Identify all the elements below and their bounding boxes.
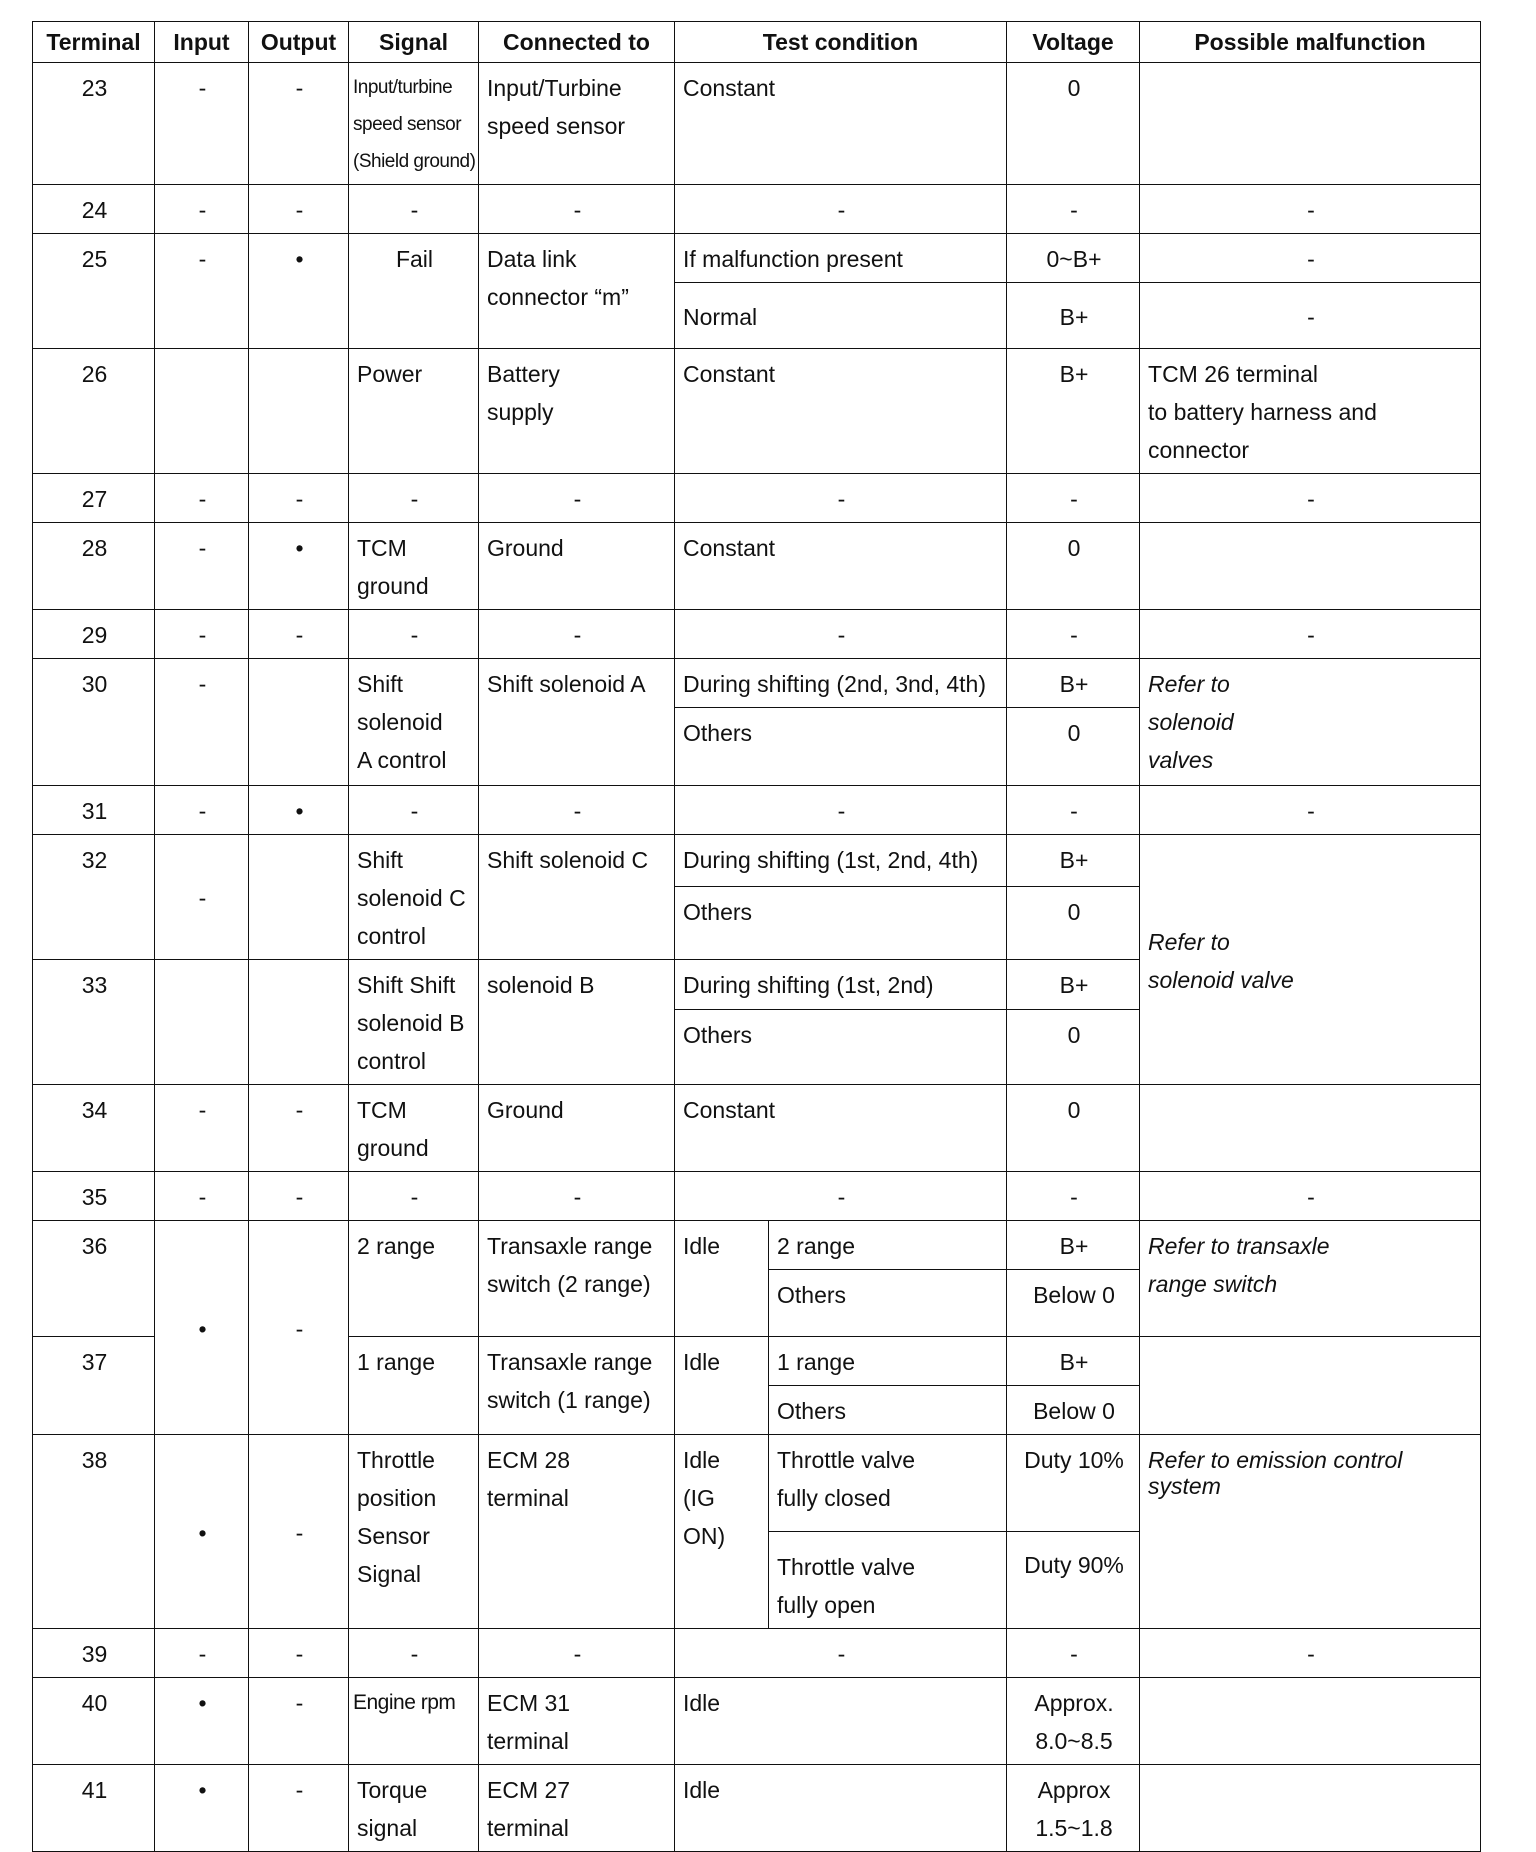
voltage-cell: 0 [1007,708,1140,786]
voltage-cell: 0 [1007,523,1140,610]
input-cell [155,349,249,474]
malfunction-cell: - [1140,474,1481,523]
test-cell: - [675,1172,1007,1221]
table-row [33,474,1481,523]
connected-cell: Ground [479,1085,675,1172]
voltage-cell: B+ [1007,835,1140,887]
terminal-cell: 29 [33,610,155,659]
voltage-cell: B+ [1007,349,1140,474]
output-cell: - [249,1435,349,1629]
table-row [33,234,1481,283]
output-cell: • [249,523,349,610]
table-row [33,659,1481,708]
table-row [33,1629,1481,1678]
connected-cell: ECM 31 terminal [479,1678,675,1765]
test-cell: If malfunction present [675,234,1007,283]
test-cell: During shifting (1st, 2nd, 4th) [675,835,1007,887]
output-cell: - [249,610,349,659]
header-signal: Signal [349,22,479,63]
test-cell: Constant [675,63,1007,185]
voltage-cell: 0 [1007,886,1140,959]
output-cell: - [249,1629,349,1678]
signal-cell: - [349,474,479,523]
terminal-cell: 25 [33,234,155,349]
output-cell [249,960,349,1085]
signal-cell: Power [349,349,479,474]
voltage-cell: - [1007,610,1140,659]
signal-cell: Fail [349,234,479,349]
connected-cell: - [479,786,675,835]
header-output: Output [249,22,349,63]
terminal-cell: 26 [33,349,155,474]
malfunction-cell: Refer to transaxle range switch [1140,1221,1481,1337]
voltage-cell: B+ [1007,1221,1140,1270]
signal-cell: - [349,786,479,835]
header-possible-malfunction: Possible malfunction [1140,22,1481,63]
output-cell: - [249,63,349,185]
terminal-cell: 38 [33,1435,155,1629]
input-cell: - [155,659,249,786]
header-input: Input [155,22,249,63]
condition-cell: Idle [675,1221,769,1337]
terminal-cell: 23 [33,63,155,185]
terminal-cell: 36 [33,1221,155,1337]
subcondition-cell: Others [769,1270,1007,1337]
output-cell: - [249,1765,349,1852]
input-cell: - [155,185,249,234]
signal-cell: Throttle position Sensor Signal [349,1435,479,1629]
input-cell [155,960,249,1085]
table-row [33,1765,1481,1852]
connected-cell: - [479,1172,675,1221]
terminal-cell: 34 [33,1085,155,1172]
connected-cell: Battery supply [479,349,675,474]
test-cell: - [675,185,1007,234]
terminal-cell: 28 [33,523,155,610]
output-cell: • [249,786,349,835]
malfunction-cell [1140,523,1481,610]
signal-cell: Shift solenoid A control [349,659,479,786]
connected-cell: - [479,610,675,659]
test-cell: Others [675,708,1007,786]
test-cell: - [675,474,1007,523]
signal-cell: Input/turbine speed sensor (Shield ground) [349,63,479,185]
malfunction-cell: Refer to emission control system [1140,1435,1481,1629]
malfunction-cell [1140,1765,1481,1852]
test-cell: Constant [675,349,1007,474]
condition-cell: Idle [675,1337,769,1435]
table-row [33,786,1481,835]
connected-cell: ECM 28 terminal [479,1435,675,1629]
connected-cell: Shift solenoid A [479,659,675,786]
voltage-cell: 0~B+ [1007,234,1140,283]
table-row [33,1085,1481,1172]
signal-cell: TCM ground [349,523,479,610]
voltage-cell: 0 [1007,63,1140,185]
connected-cell: - [479,185,675,234]
connected-cell: Ground [479,523,675,610]
output-cell [249,835,349,960]
malfunction-cell: - [1140,1629,1481,1678]
connected-cell: Data link connector “m” [479,234,675,349]
voltage-cell: - [1007,185,1140,234]
terminal-table [32,21,1481,1852]
table-row [33,1172,1481,1221]
voltage-cell: 0 [1007,1085,1140,1172]
test-cell: - [675,610,1007,659]
signal-cell: Shift solenoid C control [349,835,479,960]
table-row [33,349,1481,474]
voltage-cell: Approx 1.5~1.8 [1007,1765,1140,1852]
terminal-cell: 37 [33,1337,155,1435]
malfunction-cell: - [1140,610,1481,659]
voltage-cell: Below 0 [1007,1270,1140,1337]
output-cell: - [249,1172,349,1221]
condition-cell: Idle (IG ON) [675,1435,769,1629]
input-cell: - [155,474,249,523]
output-cell: - [249,1678,349,1765]
table-row [33,1435,1481,1532]
terminal-cell: 32 [33,835,155,960]
signal-cell: 2 range [349,1221,479,1337]
input-cell: - [155,835,249,960]
output-cell: • [249,234,349,349]
test-cell: Idle [675,1765,1007,1852]
terminal-cell: 27 [33,474,155,523]
input-cell: - [155,786,249,835]
terminal-table-document [32,21,1480,1852]
voltage-cell: Duty 10% [1007,1435,1140,1532]
input-cell: - [155,234,249,349]
voltage-cell: 0 [1007,1010,1140,1085]
malfunction-cell [1140,1085,1481,1172]
terminal-cell: 41 [33,1765,155,1852]
signal-cell: TCM ground [349,1085,479,1172]
voltage-cell: Approx. 8.0~8.5 [1007,1678,1140,1765]
test-cell: Constant [675,1085,1007,1172]
connected-cell: ECM 27 terminal [479,1765,675,1852]
input-cell: - [155,1172,249,1221]
test-cell: Others [675,886,1007,959]
table-row [33,1678,1481,1765]
input-cell: - [155,63,249,185]
input-cell: • [155,1435,249,1629]
connected-cell: Transaxle range switch (2 range) [479,1221,675,1337]
terminal-cell: 33 [33,960,155,1085]
input-cell: - [155,1629,249,1678]
subcondition-cell: 1 range [769,1337,1007,1386]
table-row [33,63,1481,185]
voltage-cell: - [1007,1172,1140,1221]
terminal-cell: 35 [33,1172,155,1221]
malfunction-cell: - [1140,283,1481,349]
signal-cell: - [349,1629,479,1678]
test-cell: - [675,786,1007,835]
test-cell: - [675,1629,1007,1678]
signal-cell: - [349,185,479,234]
output-cell [249,349,349,474]
test-cell: Constant [675,523,1007,610]
voltage-cell: Below 0 [1007,1386,1140,1435]
test-cell: During shifting (1st, 2nd) [675,960,1007,1010]
malfunction-cell: TCM 26 terminal to battery harness and connector [1140,349,1481,474]
test-cell: During shifting (2nd, 3nd, 4th) [675,659,1007,708]
connected-cell: Input/Turbine speed sensor [479,63,675,185]
malfunction-cell: Refer to solenoid valve [1140,835,1481,1085]
signal-cell: - [349,1172,479,1221]
input-cell: - [155,523,249,610]
header-terminal: Terminal [33,22,155,63]
terminal-cell: 30 [33,659,155,786]
output-cell: - [249,1221,349,1435]
header-row [33,22,1481,63]
malfunction-cell [1140,1337,1481,1435]
output-cell: - [249,474,349,523]
terminal-cell: 24 [33,185,155,234]
header-connected-to: Connected to [479,22,675,63]
malfunction-cell [1140,63,1481,185]
table-row [33,835,1481,887]
signal-cell: Torque signal [349,1765,479,1852]
output-cell: - [249,1085,349,1172]
connected-cell: Transaxle range switch (1 range) [479,1337,675,1435]
connected-cell: solenoid B [479,960,675,1085]
subcondition-cell: Throttle valve fully open [769,1532,1007,1629]
input-cell: • [155,1765,249,1852]
table-row [33,610,1481,659]
table-row [33,185,1481,234]
connected-cell: - [479,474,675,523]
terminal-cell: 40 [33,1678,155,1765]
malfunction-cell: - [1140,185,1481,234]
malfunction-cell: - [1140,234,1481,283]
connected-cell: Shift solenoid C [479,835,675,960]
header-voltage: Voltage [1007,22,1140,63]
output-cell: - [249,185,349,234]
input-cell: - [155,1085,249,1172]
voltage-cell: - [1007,786,1140,835]
table-row [33,1221,1481,1270]
voltage-cell: B+ [1007,659,1140,708]
malfunction-cell: - [1140,786,1481,835]
signal-cell: Shift Shift solenoid B control [349,960,479,1085]
voltage-cell: B+ [1007,960,1140,1010]
signal-cell: Engine rpm [349,1678,479,1765]
subcondition-cell: 2 range [769,1221,1007,1270]
signal-cell: 1 range [349,1337,479,1435]
malfunction-cell: - [1140,1172,1481,1221]
malfunction-cell [1140,1678,1481,1765]
header-test-condition: Test condition [675,22,1007,63]
input-cell: - [155,610,249,659]
subcondition-cell: Others [769,1386,1007,1435]
signal-cell: - [349,610,479,659]
table-row [33,523,1481,610]
voltage-cell: B+ [1007,1337,1140,1386]
terminal-cell: 39 [33,1629,155,1678]
input-cell: • [155,1221,249,1435]
input-cell: • [155,1678,249,1765]
voltage-cell: - [1007,1629,1140,1678]
test-cell: Idle [675,1678,1007,1765]
voltage-cell: - [1007,474,1140,523]
connected-cell: - [479,1629,675,1678]
terminal-cell: 31 [33,786,155,835]
test-cell: Others [675,1010,1007,1085]
output-cell [249,659,349,786]
test-cell: Normal [675,283,1007,349]
voltage-cell: Duty 90% [1007,1532,1140,1629]
voltage-cell: B+ [1007,283,1140,349]
malfunction-cell: Refer to solenoid valves [1140,659,1481,786]
subcondition-cell: Throttle valve fully closed [769,1435,1007,1532]
